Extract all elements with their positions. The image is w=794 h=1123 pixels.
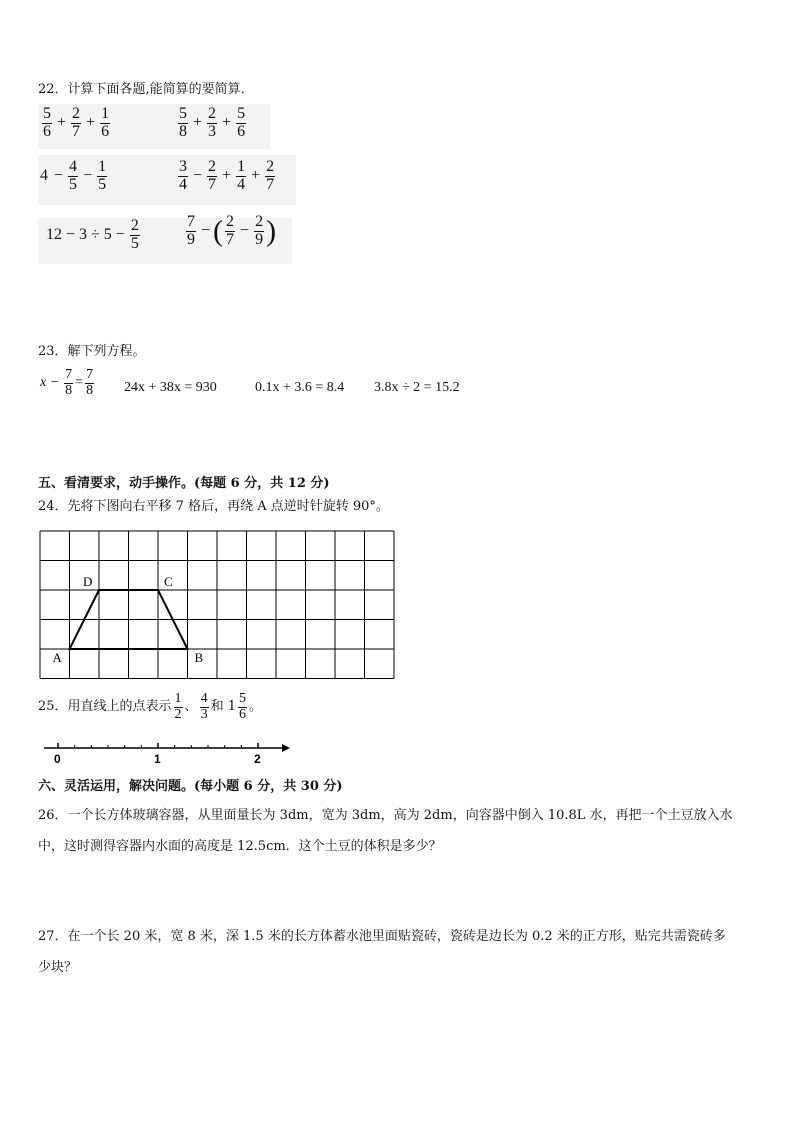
tick-label-1: 1 bbox=[154, 752, 161, 766]
q24-title: 24．先将下图向右平移 7 格后，再绕 A 点逆时针旋转 90°。 bbox=[38, 499, 389, 514]
q22-expr-5: 12 − 3 ÷ 5 − $\frac{2}{5}$ bbox=[46, 217, 139, 252]
tick-label-2: 2 bbox=[254, 752, 261, 766]
q23-eq-4: 3.8x ÷ 2 = 15.2 bbox=[374, 380, 460, 395]
label-a: A bbox=[52, 650, 62, 665]
grid-lines bbox=[40, 531, 394, 679]
q24-grid-figure bbox=[38, 529, 398, 685]
number-line-arrow bbox=[282, 744, 290, 752]
tick-label-0: 0 bbox=[54, 752, 61, 766]
label-d: D bbox=[83, 574, 93, 589]
q22-expr-6: $\frac{7}{9}$ − ( $\frac{2}{7}$ − $\frac{2}{9}$ ) bbox=[187, 213, 277, 248]
label-c: C bbox=[164, 574, 173, 589]
q23-title: 23．解下列方程。 bbox=[38, 344, 146, 359]
q23-eq-1: x − $\frac{7}{8}$ = $\frac{7}{8}$ bbox=[40, 367, 94, 398]
section-6-heading: 六、灵活运用，解决问题。(每小题 6 分，共 30 分) bbox=[38, 779, 343, 794]
section-5-heading: 五、看清要求，动手操作。(每题 6 分，共 12 分) bbox=[38, 476, 330, 491]
q22-expr-3: 4 − $\frac{4}{5}$ − $\frac{1}{5}$ bbox=[40, 158, 107, 193]
q23-eq-3: 0.1x + 3.6 = 8.4 bbox=[255, 380, 345, 395]
q22-expr-4: $\frac{3}{4}$ − $\frac{2}{7}$ + $\frac{1}{4}$ + $\frac{2}{7}$ bbox=[179, 158, 275, 193]
q22-expr-2: $\frac{5}{8}$ + $\frac{2}{3}$ + $\frac{5}{6}$ bbox=[179, 105, 246, 140]
label-b: B bbox=[194, 650, 204, 665]
q27-text: 27．在一个长 20 米，宽 8 米，深 1.5 米的长方体蓄水池里面贴瓷砖，瓷砖是边长为 0.2 米的正方形，贴完共需瓷砖多 少块？ bbox=[38, 929, 726, 975]
q23-eq-2: 24x + 38x = 930 bbox=[124, 380, 217, 395]
q22-expr-1: $\frac{5}{6}$ + $\frac{2}{7}$ + $\frac{1}{6}$ bbox=[43, 105, 110, 140]
number-line bbox=[38, 738, 298, 768]
q25-prompt: 25．用直线上的点表示 $\frac{1}{2}$ 、 $\frac{4}{3}$ 和 1 $\frac{5}{6}$ 。 bbox=[38, 691, 262, 722]
q26-text: 26．一个长方体玻璃容器，从里面量长为 3dm，宽为 3dm，高为 2dm，向容器中倒入 10.8L 水，再把一个土豆放入水 中，这时测得容器内水面的高度是 12.5cm．这个土豆的体积是多少？ bbox=[38, 808, 733, 854]
number-line-ticks bbox=[44, 743, 290, 752]
q22-title: 22．计算下面各题,能简算的要简算． bbox=[38, 82, 254, 97]
